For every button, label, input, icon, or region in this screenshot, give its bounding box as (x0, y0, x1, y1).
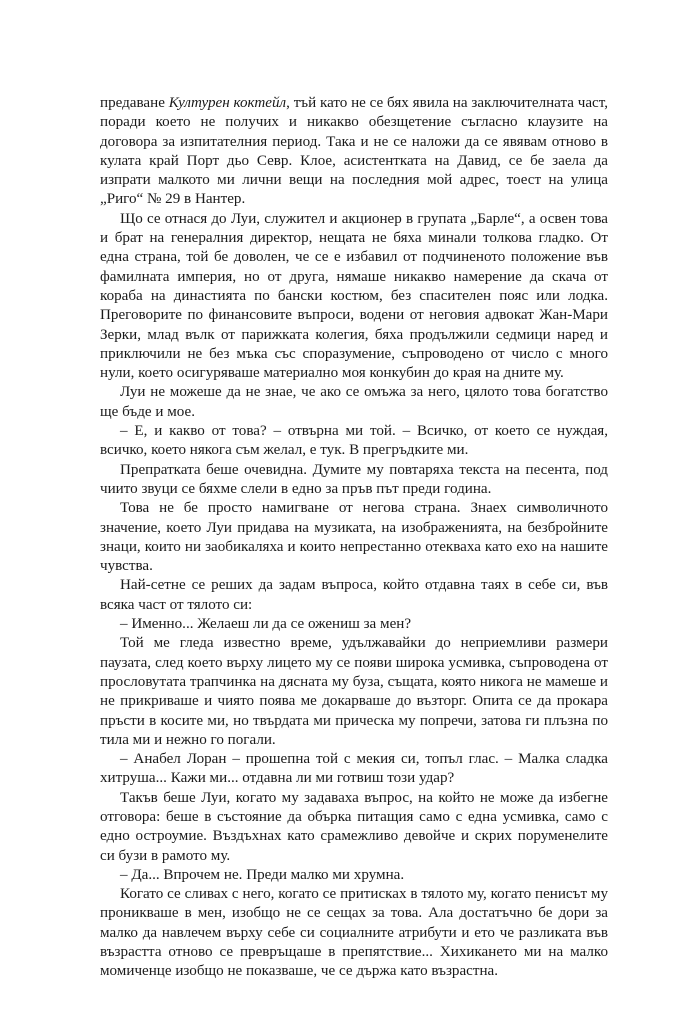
paragraph: Това не бе просто намигване от негова страна. Знаех символичното значение, което Луи придава на музиката, на изображенията, на безбройните знаци, които ни заобикаляха и които непрестанно отекваха като ехо на нашите чувства. (100, 500, 608, 575)
paragraph: Що се отнася до Луи, служител и акционер в групата „Барле“, а освен това и брат на генералния директор, нещата не бяха минали толкова гладко. От една страна, той бе доволен, че се е избавил от подчиненото положение във фамилната империя, но от друга, нямаше никакво намерение да скача от кораба на династията по бански костюм, без спасителен пояс или лодка. Преговорите по финансовите въпроси, водени от неговия адвокат Жан-Мари Зерки, млад вълк от парижката колегия, бяха продължили седмици наред и приключили не без мъка със споразумение, съпроводено от число с много нули, което осигуряваше материално моя конкубин до края на дните му. (100, 210, 608, 382)
paragraph-lead-text: предаване (100, 95, 169, 111)
paragraph: Препратката беше очевидна. Думите му повтаряха текста на песента, под чиито звуци се бяхме слели в едно за пръв път преди година. (100, 461, 608, 497)
paragraph (100, 94, 608, 210)
show-title-italic: Културен коктейл (168, 95, 287, 111)
dialogue-line: – Е, и какво от това? – отвърна ми той. – Всичко, от което се нуждая, всичко, което някога съм желал, е тук. В прегръдките ми. (100, 423, 608, 459)
paragraph: Луи не можеше да не знае, че ако се омъжа за него, цялото това богатство ще бъде и мое. (100, 384, 608, 420)
paragraph: Той ме гледа известно време, удължавайки до неприемливи размери паузата, след което върху лицето му се появи широка усмивка, съпроводена от прословутата трапчинка на дясната му буза, същата, която никога не мамеше и не прикриваше и чиято поява ме докарваше до възторг. Опита се да прокара пръсти в косите ми, но твърдата ми прическа му попречи, затова ги плъзна по тила ми и нежно го погали. (100, 635, 608, 748)
dialogue-line: – Да... Впрочем не. Преди малко ми хрумна. (120, 866, 405, 883)
paragraph: Такъв беше Луи, когато му задаваха въпрос, на който не може да избегне отговора: беше в състояние да обърка питащия само с една усмивка, само с едно остроумие. Въздъхнах като срамежливо девойче и скрих поруменелите си бузи в рамото му. (100, 789, 608, 864)
paragraph: Когато се сливах с него, когато се притисках в тялото му, когато пенисът му проникваше в мен, изобщо не се сещах за това. Ала достатъчно бе дори за малко да навлечем върху себе си социалните атрибути и ето че разликата във възрастта отново се превръщаше в препятствие... Хихикането ми на малко момиченце изобщо не показваше, че се държа като възрастна. (100, 886, 608, 980)
paragraph-text: , тъй като не се бях явила на заключителната част, поради което не получих и никакво обезщетение съгласно клаузите на договора за изпитателния период. Така и не се наложи да се явявам отново в кулата край Порт дьо Севр. Клое, асистентката на Давид, се бе заела да изпрати малкото ми лични вещи на последния мой адрес, тоест на улица „Риго“ № 29 в Нантер. (100, 95, 608, 208)
dialogue-line: – Именно... Желаеш ли да се ожениш за мен? (120, 616, 412, 633)
paragraph: Най-сетне се реших да задам въпроса, който отдавна таях в себе си, във всяка част от тялото си: (100, 577, 608, 613)
page-body (100, 94, 608, 982)
dialogue-line: – Анабел Лоран – прошепна той с мекия си, топъл глас. – Малка сладка хитруша... Кажи ми... отдавна ли ми готвиш този удар? (100, 751, 608, 787)
